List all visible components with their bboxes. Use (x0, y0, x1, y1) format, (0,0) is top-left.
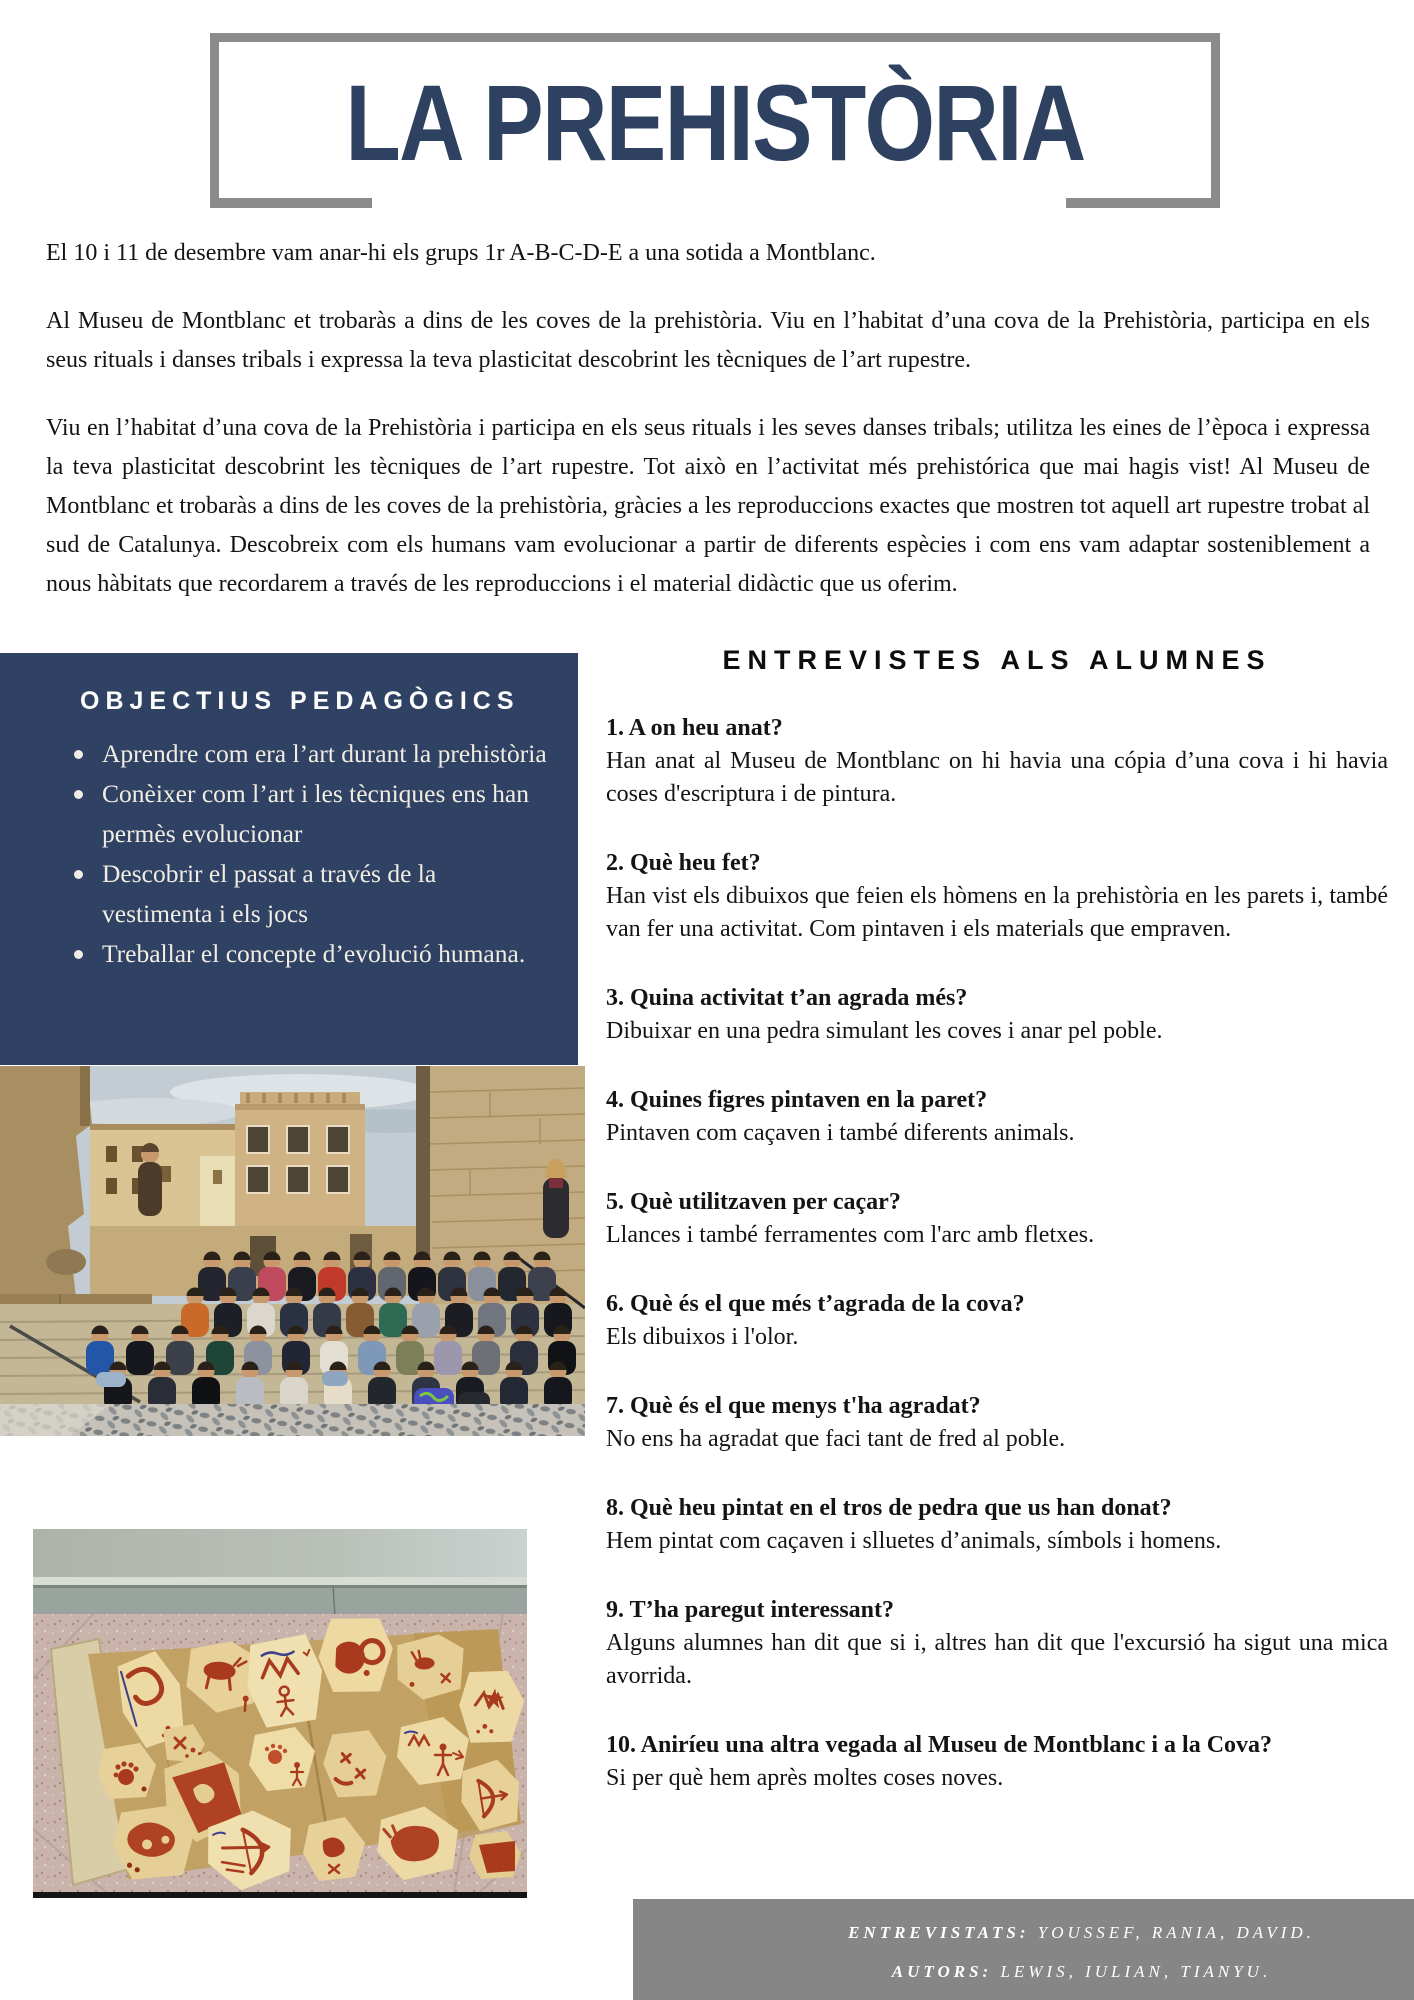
group-photo-illustration (0, 1066, 585, 1436)
objective-item: Descobrir el passat a través de la vestimenta i els jocs (58, 854, 548, 934)
question: 9. T’ha paregut interessant? (606, 1597, 895, 1623)
teacher-right (543, 1159, 569, 1238)
qa-block (606, 1288, 1388, 1354)
question: 5. Què utilitzaven per caçar? (606, 1189, 901, 1215)
answer: Llances i també ferramentes com l'arc amb fletxes. (606, 1222, 1095, 1248)
qa-block (606, 1390, 1388, 1456)
photo-bottom-border (33, 1892, 527, 1898)
objective-item: Aprendre com era l’art durant la prehistòria (58, 734, 548, 774)
interviewees-label: ENTREVISTATS: (848, 1923, 1030, 1942)
interviewees-line: ENTREVISTATS: YOUSSEF, RANIA, DAVID. (848, 1923, 1315, 1942)
objective-item: Conèixer com l’art i les tècniques ens han permès evolucionar (58, 774, 548, 854)
qa-block (606, 982, 1388, 1048)
intro-paragraph-3: Viu en l’habitat d’una cova de la Prehistòria i participa en els seus rituals i les seves danses tribals; utilitza les eines de l’època i expressa la teva plasticitat descobrint les tècniques de l’art rupestre. Tot això en l’activitat més prehistórica que mai hagis vist! Al Museu de Montblanc et trobaràs a dins de les coves de la prehistòria, gràcies a les reproduccions exactes que mostren tot aquell art rupestre trobat al sud de Catalunya. Descobreix com els humans vam evolucionar a partir de diferents espècies i com ens vam adaptar sosteniblement a nous hàbitats que recordarem a través de les reproduccions i el material didàctic que us oferim. (46, 415, 1370, 597)
intro-paragraph-2: Al Museu de Montblanc et trobaràs a dins de les coves de la prehistòria. Viu en l’habitat d’una cova de la Prehistòria, participa en els seus rituals i danses tribals i expressa la teva plasticitat descobrint les tècniques de l’art rupestre. (46, 308, 1370, 373)
group-photo (0, 1066, 585, 1436)
answer: Han anat al Museu de Montblanc on hi havia una cópia d’una cova i hi havia coses d'escriptura i de pintura. (606, 748, 1388, 807)
answer: Alguns alumnes han dit que si i, altres han dit que l'excursió ha sigut una mica avorrida. (606, 1630, 1388, 1689)
baseboard (33, 1585, 527, 1617)
answer: Els dibuixos i l'olor. (606, 1324, 799, 1350)
question: 4. Quines figres pintaven en la paret? (606, 1087, 988, 1113)
painted-stones-illustration (33, 1529, 527, 1898)
interviews-heading: ENTREVISTES ALS ALUMNES (722, 645, 1272, 675)
objectives-box (0, 653, 578, 1065)
authors-label: AUTORS: (891, 1962, 993, 1981)
question: 2. Què heu fet? (606, 850, 761, 876)
objectives-list (58, 734, 548, 974)
authors-line: AUTORS: LEWIS, IULIAN, TIANYU. (891, 1962, 1272, 1981)
teacher-left (138, 1143, 162, 1216)
answer: Hem pintat com caçaven i slluetes d’animals, símbols i homens. (606, 1528, 1222, 1554)
answer: Han vist els dibuixos que feien els hòmens en la prehistòria en les parets i, també van fer una activitat. Com pintaven i els materials que empraven. (606, 883, 1388, 942)
qa-block (606, 1492, 1388, 1558)
qa-block (606, 1186, 1388, 1252)
intro-section (46, 234, 1370, 604)
answer: Si per què hem après moltes coses noves. (606, 1765, 1004, 1791)
intro-paragraph-1: El 10 i 11 de desembre vam anar-hi els grups 1r A-B-C-D-E a una sotida a Montblanc. (46, 240, 876, 266)
interviews-section (606, 645, 1388, 1831)
title-frame-bottom-right (1066, 198, 1220, 208)
question: 7. Què és el que menys t'ha agradat? (606, 1393, 981, 1419)
question: 3. Quina activitat t’an agrada més? (606, 985, 968, 1011)
qa-block (606, 847, 1388, 946)
qa-block (606, 1594, 1388, 1693)
qa-block (606, 1084, 1388, 1150)
painted-stones-photo (33, 1529, 527, 1898)
question: 1. A on heu anat? (606, 715, 783, 741)
answer: Dibuixar en una pedra simulant les coves i anar pel poble. (606, 1018, 1163, 1044)
title-frame-bottom-left (210, 198, 372, 208)
question: 10. Aniríeu una altra vegada al Museu de Montblanc i a la Cova? (606, 1732, 1273, 1758)
qa-block (606, 1729, 1388, 1795)
answer: Pintaven com caçaven i també diferents animals. (606, 1120, 1075, 1146)
question: 8. Què heu pintat en el tros de pedra que us han donat? (606, 1495, 1172, 1521)
objective-item: Treballar el concepte d’evolució humana. (58, 934, 548, 974)
answer: No ens ha agradat que faci tant de fred al poble. (606, 1426, 1066, 1452)
page-title: LA PREHISTÒRIA (345, 62, 1085, 183)
credits-box (633, 1899, 1414, 2000)
question: 6. Què és el que més t’agrada de la cova? (606, 1291, 1025, 1317)
qa-block (606, 712, 1388, 811)
objectives-heading: OBJECTIUS PEDAGÒGICS (80, 687, 520, 715)
